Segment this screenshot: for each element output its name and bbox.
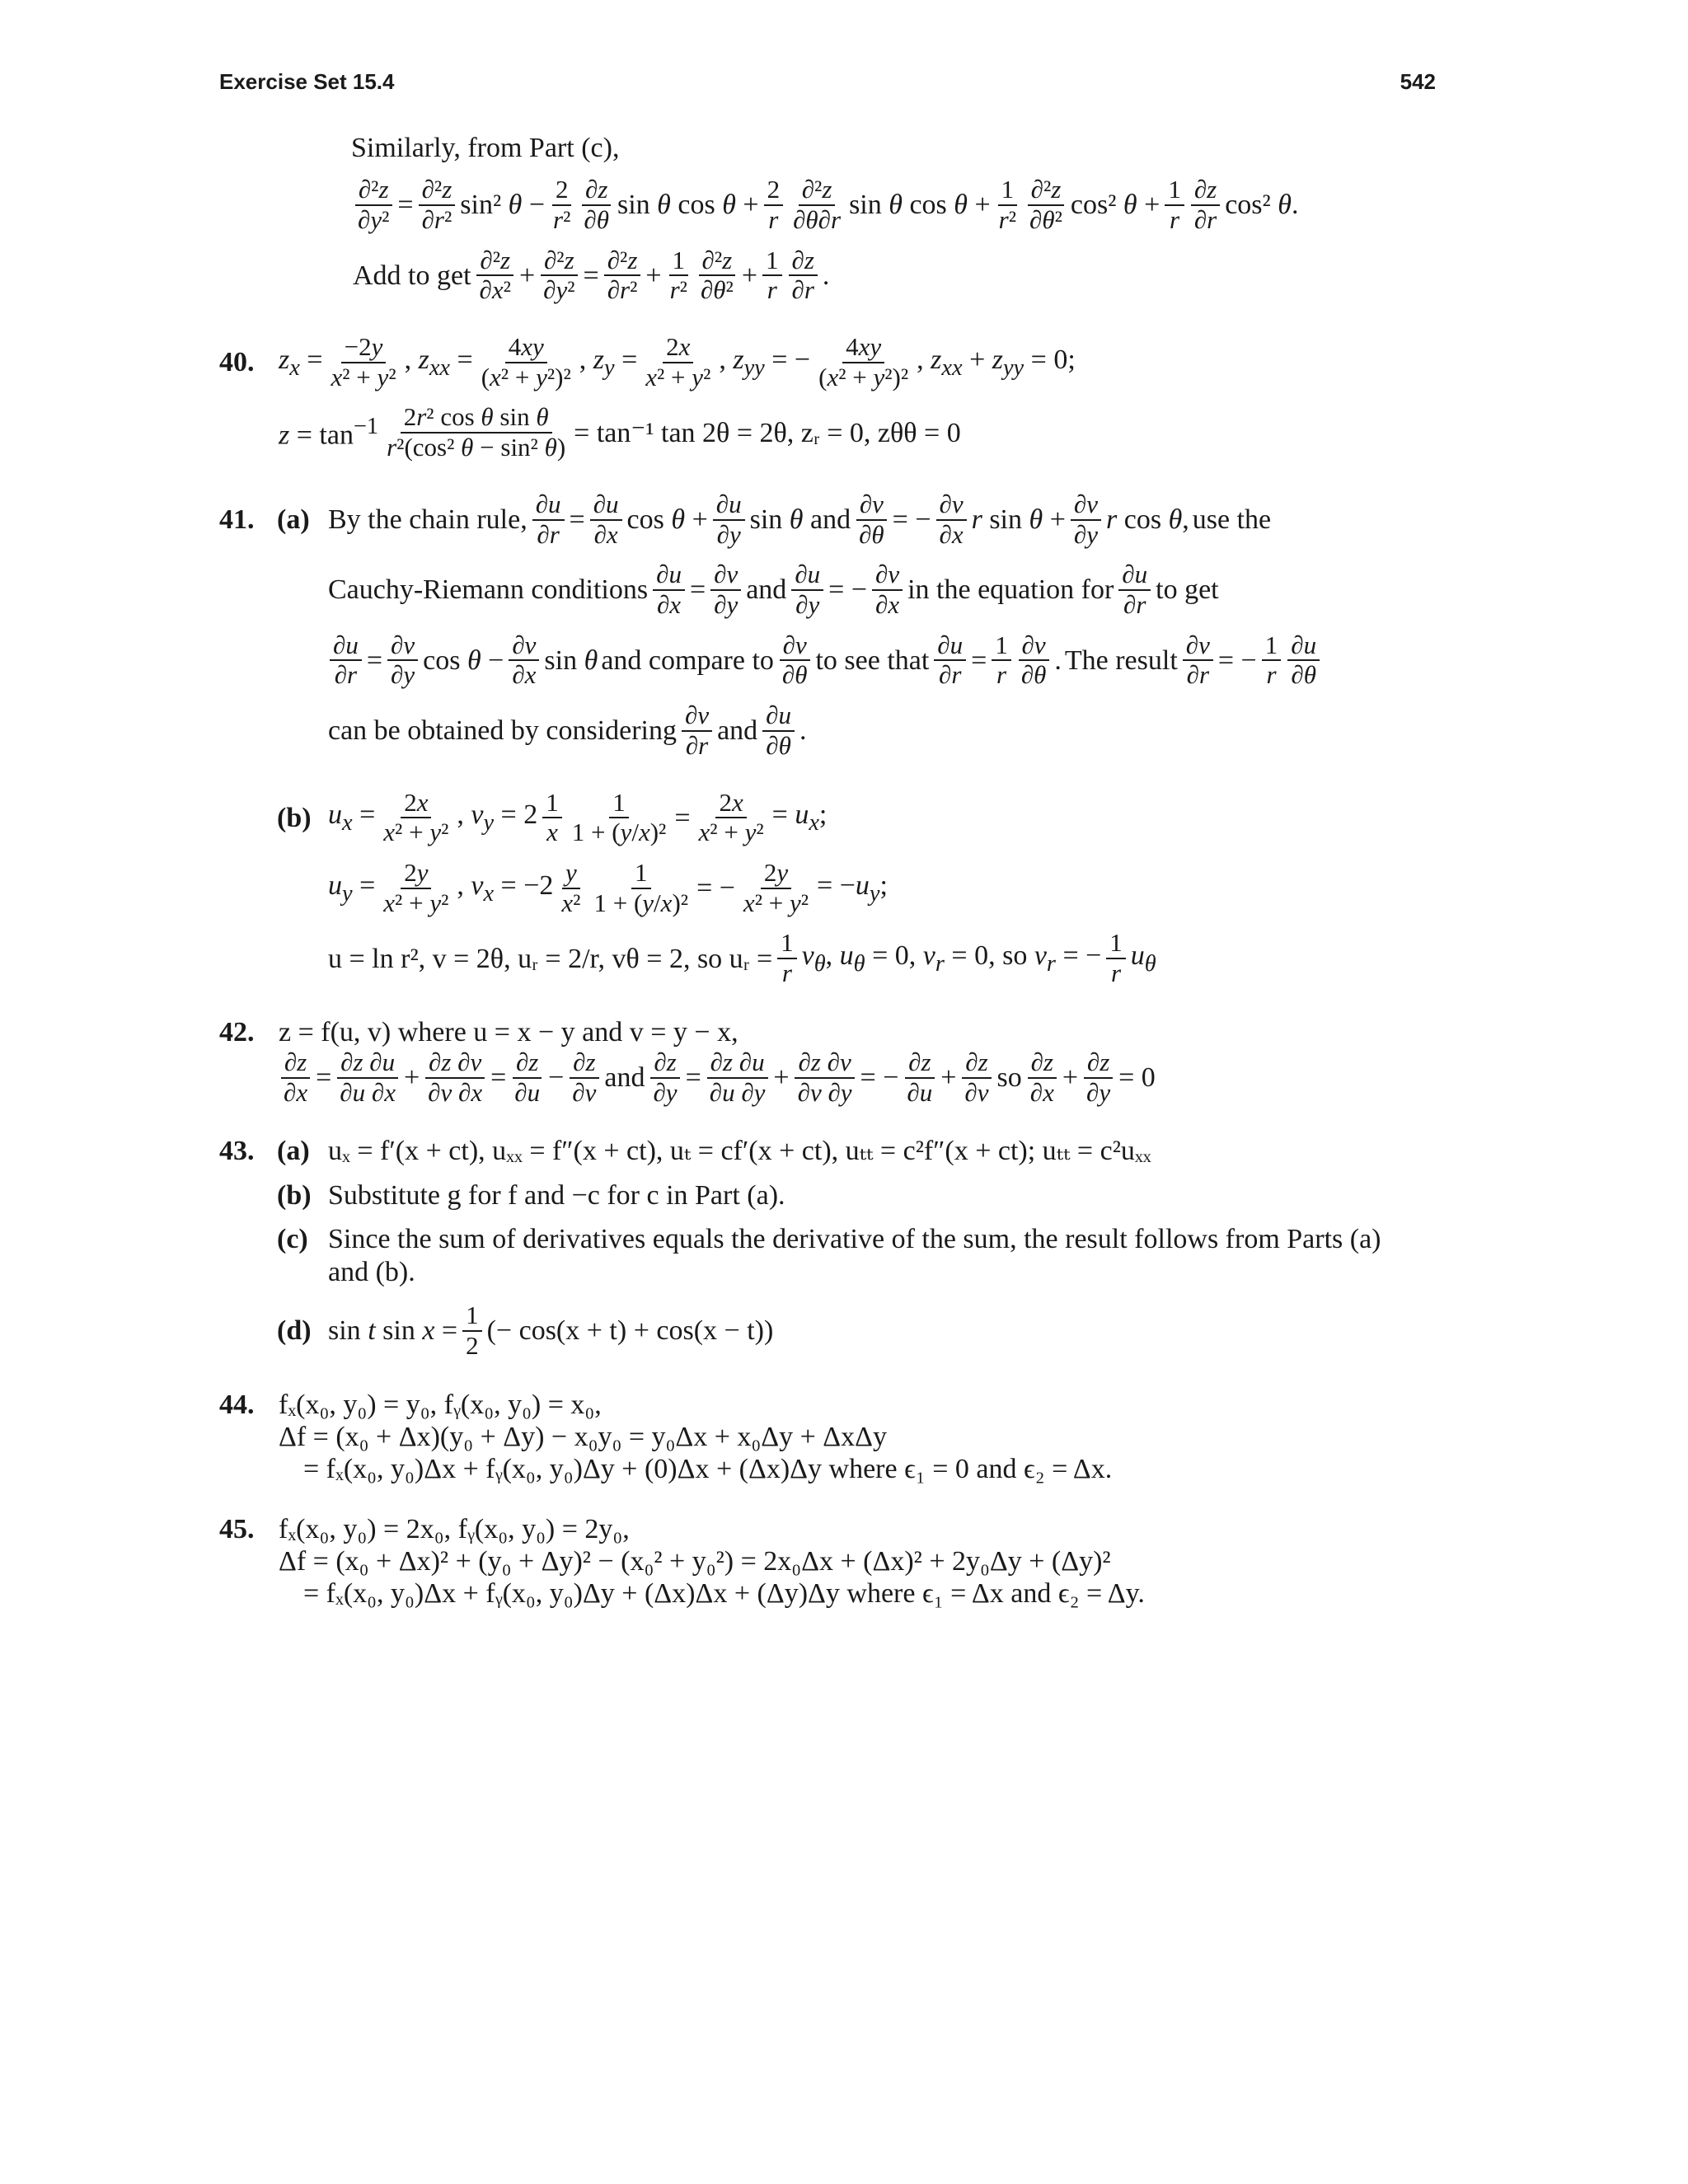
fraction: $\frac{2x}{\text{x² + y²}}$ <box>645 331 711 391</box>
problem-42-line1 <box>219 1016 1436 1048</box>
problem-number: 44. <box>219 1389 255 1420</box>
text-fragment: Δf = (x₀ + Δx)² + (y₀ + Δy)² − (x₀² + y₀²) = 2x₀Δx + (Δx)² + 2y₀Δy + (Δy)² <box>279 1546 1111 1577</box>
fraction: $\frac{\partial v}{\partial x}$ <box>936 490 967 549</box>
fraction: $\frac{\text{∂²z}}{\text{∂θ²}}$ <box>1026 176 1066 234</box>
fraction: $\frac{\partial u}{\partial\theta}$ <box>1287 631 1320 690</box>
problem-41b-line1: (b) $u_x$ = $\frac{2x}{\text{x² + y²}}$ , $v_y = 2$ $\frac{1}{x}$ $\frac{1}{\text{1 + (y/x)²}}$ = $\frac{2x}{\text{x² + y²}}$ = $u_x$; <box>277 787 828 847</box>
fraction: $\frac{\text{∂²z}}{\text{∂y²}}$ <box>354 176 392 234</box>
fraction: $\frac{-2y}{\text{x² + y²}}$ <box>331 331 396 391</box>
fraction: $\frac{1}{r}$ <box>1165 176 1184 234</box>
problem-number: 43. <box>219 1136 255 1167</box>
part-label: (a) <box>277 1136 310 1167</box>
problem-45-line3 <box>219 1577 1436 1610</box>
part-label: (c) <box>277 1223 308 1254</box>
text-fragment: and compare to <box>601 644 774 676</box>
fraction: $\frac{\partial u}{\partial r}$ <box>934 631 966 690</box>
fraction: $\frac{2}{r}$ <box>764 176 784 234</box>
problem-45-line1 <box>219 1513 1436 1545</box>
fraction: $\frac{1}{r}$ <box>777 929 797 987</box>
fraction: $\frac{\text{∂²z}}{\text{∂x²}}$ <box>476 246 514 305</box>
fraction: $\frac{\partial z \partial v}{\partial v \partial x}$ <box>424 1048 485 1107</box>
fraction: $\frac{\partial z}{\partial r}$ <box>789 246 818 305</box>
part-label: (d) <box>277 1315 312 1347</box>
text-fragment: use the <box>1192 504 1272 536</box>
problem-45-line2 <box>219 1545 1436 1577</box>
page-content <box>219 132 1436 1610</box>
fraction: $\frac{\text{∂²z}}{\text{∂r²}}$ <box>604 246 641 305</box>
fraction: $\frac{1}{2}$ <box>462 1301 482 1360</box>
fraction: $\frac{\partial z}{\partial x}$ <box>280 1048 311 1107</box>
equation-laplacian-sum: Add to get $\frac{\text{∂²z}}{\text{∂x²}}$ + $\frac{\text{∂²z}}{\text{∂y²}}$ = $\frac{\text{∂²z}}{\text{∂r²}}$ + $\frac{1}{\text{r²}}$ $\frac{\text{∂²z}}{\text{∂θ²}}$ + $\frac{1}{r}$ $\frac{\partial z}{\partial r}$ . <box>353 245 830 305</box>
fraction: $\frac{2x}{\text{x² + y²}}$ <box>698 787 764 847</box>
problem-40-line1: 40. $z_x$ = $\frac{-2y}{\text{x² + y²}}$ , $z_{xx}$ = $\frac{4xy}{\text{(x² + y²)²}}$ , $z_y$ = $\frac{2x}{\text{x² + y²}}$ , $z_{yy}$ = − $\frac{4xy}{\text{(x² + y²)²}}$ , $z_{xx} + z_{yy} = 0$; <box>219 331 1076 391</box>
fraction: $\frac{\text{∂²z}}{\partial\theta\partial r}$ <box>793 175 842 234</box>
problem-43b <box>219 1179 1436 1212</box>
problem-42-line2: $\frac{\partial z}{\partial x}$ = $\frac{\partial z \partial u}{\partial u \partial x}$ + $\frac{\partial z \partial v}{\partial v \partial x}$ = $\frac{\partial z}{\partial u}$ − $\frac{\partial z}{\partial v}$ and $\frac{\partial z}{\partial y}$ = $\frac{\partial z \partial u}{\partial u \partial y}$ + $\frac{\partial z \partial v}{\partial v \partial y}$ = − $\frac{\partial z}{\partial u}$ + $\frac{\partial z}{\partial v}$ so $\frac{\partial z}{\partial x}$ + $\frac{\partial z}{\partial y}$ = 0 <box>219 1048 1436 1107</box>
text-fragment: Substitute g for f and −c for c in Part (a). <box>328 1179 785 1211</box>
fraction: $\frac{\partial u}{\partial\theta}$ <box>762 701 795 760</box>
fraction: $\frac{\partial v}{\partial x}$ <box>509 631 539 690</box>
fraction: $\frac{1}{r}$ <box>992 631 1011 690</box>
fraction: $\frac{4xy}{\text{(x² + y²)²}}$ <box>481 331 571 391</box>
fraction: $\frac{\partial z}{\partial\theta}$ <box>580 176 612 234</box>
text-fragment: Since the sum of derivatives equals the derivative of the sum, the result follows from Parts (a) and (b). <box>328 1223 1381 1288</box>
fraction: $\frac{\partial u}{\partial r}$ <box>330 631 362 690</box>
text-fragment: By the chain rule, <box>328 504 528 536</box>
text-fragment: = fₓ(x₀, y₀)Δx + fᵧ(x₀, y₀)Δy + (0)Δx + (Δx)Δy where ϵ₁ = 0 and ϵ₂ = Δx. <box>303 1453 1113 1484</box>
fraction: $\frac{\text{∂²z}}{\text{∂r²}}$ <box>419 176 456 234</box>
fraction: $\frac{\partial u}{\partial x}$ <box>590 490 622 549</box>
fraction: $\frac{\partial v}{\partial r}$ <box>682 701 712 760</box>
problem-41b-line3: u = ln r², v = 2θ, uᵣ = 2/r, vθ = 2, so uᵣ = $\frac{1}{r}$ $v_\theta$, $u_\theta = 0$, $v_r = 0$, so $v_r$ = − $\frac{1}{r}$ $u_\theta$ <box>328 928 1156 988</box>
fraction: $\frac{\partial v}{\partial x}$ <box>872 560 903 619</box>
problem-41a-line4: can be obtained by considering $\frac{\partial v}{\partial r}$ and $\frac{\partial u}{\partial\theta}$ . <box>328 701 807 760</box>
fraction: $\frac{\partial v}{\partial\theta}$ <box>856 490 888 549</box>
problem-number: 42. <box>219 1016 255 1047</box>
fraction: $\frac{1}{\text{r²}}$ <box>998 175 1017 234</box>
problem-40-result: = tan⁻¹ tan 2θ = 2θ, zᵣ = 0, zθθ = 0 <box>574 417 961 448</box>
fraction: $\frac{2}{\text{r²}}$ <box>553 175 571 234</box>
fraction: $\frac{\partial v}{\partial y}$ <box>710 560 741 619</box>
fraction: $\frac{\partial v}{\partial y}$ <box>1071 490 1101 549</box>
fraction: $\frac{4xy}{\text{(x² + y²)²}}$ <box>818 331 909 391</box>
text-fragment: Δf = (x₀ + Δx)(y₀ + Δy) − x₀y₀ = y₀Δx + x₀Δy + ΔxΔy <box>279 1421 888 1452</box>
problem-44-line3 <box>219 1453 1436 1485</box>
fraction: $\frac{\partial z}{\partial y}$ <box>649 1048 680 1107</box>
fraction: $\frac{\partial v}{\partial r}$ <box>1183 631 1213 690</box>
problem-43d: (d) sin t sin x = $\frac{1}{2}$ (− cos(x + t) + cos(x − t)) <box>277 1301 774 1360</box>
intro-text: Similarly, from Part (c), <box>351 133 620 163</box>
fraction: $\frac{\partial z}{\partial v}$ <box>961 1048 992 1107</box>
fraction: $\frac{2y}{\text{x² + y²}}$ <box>383 858 449 917</box>
fraction: $\frac{1}{r}$ <box>762 246 782 305</box>
fraction: $\frac{\partial z}{\partial u}$ <box>903 1048 935 1107</box>
fraction: $\frac{\partial z}{\partial r}$ <box>1191 176 1220 234</box>
fraction: $\frac{\partial z}{\partial x}$ <box>1027 1048 1057 1107</box>
fraction: $\frac{\partial z}{\partial y}$ <box>1083 1048 1114 1107</box>
problem-number: 45. <box>219 1513 255 1544</box>
problem-41a-line3: $\frac{\partial u}{\partial r}$ = $\frac{\partial v}{\partial y}$ cos θ − $\frac{\partial v}{\partial x}$ sin θ and compare to $\frac{\partial v}{\partial\theta}$ to see that $\frac{\partial u}{\partial r}$ = $\frac{1}{r}$ $\frac{\partial v}{\partial\theta}$ . The result $\frac{\partial v}{\partial r}$ = − $\frac{1}{r}$ $\frac{\partial u}{\partial\theta}$ <box>219 631 1436 690</box>
part-label: (b) <box>277 802 312 833</box>
problem-number: 41. <box>219 504 255 536</box>
fraction: $\frac{\partial z \partial v}{\partial v \partial y}$ <box>795 1048 856 1107</box>
equation-d2z-dy2: $\frac{\text{∂²z}}{\text{∂y²}}$ = $\frac{\text{∂²z}}{\text{∂r²}}$ sin² θ − $\frac{2}{\text{r²}}$ $\frac{\partial z}{\partial\theta}$ sin θ cos θ + $\frac{2}{r}$ $\frac{\text{∂²z}}{\partial\theta\partial r}$ sin θ cos θ + $\frac{1}{\text{r²}}$ $\frac{\text{∂²z}}{\text{∂θ²}}$ cos² θ + $\frac{1}{r}$ $\frac{\partial z}{\partial r}$ cos² θ. <box>219 176 1436 234</box>
problem-41b-line2: $u_y$ = $\frac{2y}{\text{x² + y²}}$ , $v_x = -2$ $\frac{y}{\text{x²}}$ $\frac{1}{\text{1 + (y/x)²}}$ = − $\frac{2y}{\text{x² + y²}}$ = $-u_y$; <box>328 858 888 917</box>
problem-40-line2: $z = \tan^{-1}$ $\frac{\text{2r² cos θ sin θ}}{\text{r²(cos² θ − sin² θ)}}$ = tan⁻¹ tan 2θ = 2θ, zᵣ = 0, zθθ = 0 <box>279 402 961 462</box>
problem-41a-line1: 41. (a) By the chain rule, $\frac{\partial u}{\partial r}$ = $\frac{\partial u}{\partial x}$ cos θ + $\frac{\partial u}{\partial y}$ sin θ and $\frac{\partial v}{\partial\theta}$ = − $\frac{\partial v}{\partial x}$ r sin θ + $\frac{\partial v}{\partial y}$ r cos θ, use the <box>219 489 1272 549</box>
fraction: $\frac{\text{2r² cos θ sin θ}}{\text{r²(cos² θ − sin² θ)}}$ <box>387 402 566 462</box>
text-fragment: in the equation for <box>907 574 1114 606</box>
text-fragment: can be obtained by considering <box>328 715 677 747</box>
fraction: $\frac{2y}{\text{x² + y²}}$ <box>743 858 809 917</box>
fraction: $\frac{1}{\text{r²}}$ <box>669 245 687 305</box>
intro-line <box>219 132 1436 164</box>
problem-43c <box>219 1223 1436 1291</box>
part-label: (a) <box>277 504 310 536</box>
fraction: $\frac{\partial z \partial u}{\partial u \partial y}$ <box>706 1048 769 1107</box>
running-header-section: Exercise Set 15.4 <box>219 69 395 94</box>
text-fragment: (− cos(x + t) + cos(x − t)) <box>486 1315 774 1347</box>
fraction: $\frac{1}{x}$ <box>542 789 562 847</box>
fraction: $\frac{\partial v}{\partial\theta}$ <box>779 631 811 690</box>
fraction: $\frac{\partial u}{\partial r}$ <box>1118 560 1151 619</box>
fraction: $\frac{y}{\text{x²}}$ <box>561 858 581 917</box>
problem-number: 40. <box>219 347 255 378</box>
fraction: $\frac{\partial v}{\partial\theta}$ <box>1018 631 1050 690</box>
fraction: $\frac{1}{\text{1 + (y/x)²}}$ <box>593 858 689 917</box>
fraction: $\frac{1}{r}$ <box>1262 631 1282 690</box>
text-fragment: u = ln r², v = 2θ, uᵣ = 2/r, vθ = 2, so uᵣ = <box>328 943 773 974</box>
problem-43a <box>219 1135 1436 1167</box>
part-label: (b) <box>277 1179 312 1211</box>
fraction: $\frac{\partial z \partial u}{\partial u \partial x}$ <box>336 1048 399 1107</box>
fraction: $\frac{\partial u}{\partial x}$ <box>653 560 685 619</box>
text-fragment: to see that <box>815 644 930 676</box>
fraction: $\frac{\text{∂²z}}{\text{∂θ²}}$ <box>697 246 737 305</box>
problem-44-line2 <box>219 1421 1436 1453</box>
fraction: $\frac{2x}{\text{x² + y²}}$ <box>383 787 449 847</box>
page-number: 542 <box>1400 69 1436 94</box>
fraction: $\frac{\partial z}{\partial u}$ <box>511 1048 543 1107</box>
fraction: $\frac{\partial z}{\partial v}$ <box>569 1048 599 1107</box>
text-fragment: The result <box>1064 644 1178 676</box>
fraction: $\frac{\partial u}{\partial y}$ <box>791 560 823 619</box>
problem-41a-line2: Cauchy-Riemann conditions $\frac{\partial u}{\partial x}$ = $\frac{\partial v}{\partial y}$ and $\frac{\partial u}{\partial y}$ = − $\frac{\partial v}{\partial x}$ in the equation for $\frac{\partial u}{\partial r}$ to get <box>328 560 1219 619</box>
problem-44-line1 <box>219 1389 1436 1421</box>
fraction: $\frac{\partial v}{\partial y}$ <box>387 631 418 690</box>
fraction: $\frac{\partial u}{\partial y}$ <box>713 490 745 549</box>
text-fragment: fₓ(x₀, y₀) = y₀, fᵧ(x₀, y₀) = x₀, <box>279 1389 602 1420</box>
text-fragment: z = f(u, v) where u = x − y and v = y − x, <box>279 1016 738 1047</box>
fraction: $\frac{\text{∂²z}}{\text{∂y²}}$ <box>540 246 578 305</box>
text-fragment: Cauchy-Riemann conditions <box>328 574 649 606</box>
fraction: $\frac{\partial u}{\partial r}$ <box>532 490 565 549</box>
fraction: $\frac{1}{\text{1 + (y/x)²}}$ <box>571 787 667 847</box>
text-fragment: to get <box>1156 574 1219 606</box>
text-fragment: fₓ(x₀, y₀) = 2x₀, fᵧ(x₀, y₀) = 2y₀, <box>279 1513 630 1544</box>
add-to-get-text: Add to get <box>353 260 471 291</box>
text-fragment: uₓ = f′(x + ct), uₓₓ = f″(x + ct), uₜ = cf′(x + ct), uₜₜ = c²f″(x + ct); uₜₜ = c²uₓₓ <box>328 1136 1151 1167</box>
fraction: $\frac{1}{r}$ <box>1106 929 1126 987</box>
text-fragment: = fₓ(x₀, y₀)Δx + fᵧ(x₀, y₀)Δy + (Δx)Δx + (Δy)Δy where ϵ₁ = Δx and ϵ₂ = Δy. <box>303 1578 1145 1610</box>
